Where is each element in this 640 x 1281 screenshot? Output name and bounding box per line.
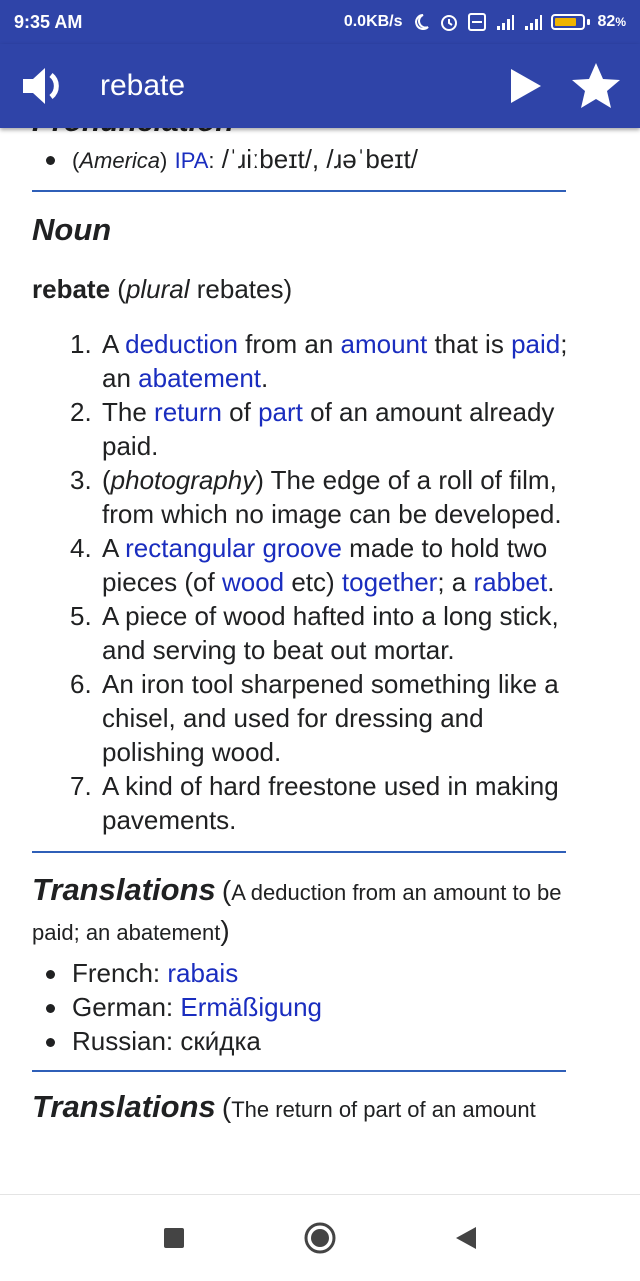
definition-item (70, 327, 640, 395)
translations-list (0, 956, 640, 1058)
translation-word: ски́дка (180, 1026, 261, 1056)
ipa-link[interactable]: IPA (174, 148, 209, 173)
status-icons (344, 12, 626, 32)
ipa-text: /ˈɹiːbeɪt/, /ɹəˈbeɪt/ (214, 144, 418, 174)
translations-title-2: Translations (32, 1089, 216, 1124)
definition-number: 4. (70, 533, 92, 563)
definition-link[interactable]: rectangular (125, 533, 256, 563)
definition-number: 6. (70, 669, 92, 699)
section-divider (32, 851, 566, 853)
signal-icon (523, 12, 543, 32)
definition-number: 2. (70, 397, 92, 427)
translation-word[interactable]: rabais (167, 958, 239, 988)
definition-text: made to hold two pieces (of (102, 533, 548, 597)
definition-item (70, 463, 640, 531)
definition-text: A kind of hard freestone used in making pavements. (102, 771, 559, 835)
definition-item (70, 599, 640, 667)
star-icon[interactable] (568, 58, 624, 114)
translation-item (72, 990, 640, 1024)
translation-item (72, 1024, 640, 1058)
translation-language: German: (72, 992, 174, 1022)
back-button[interactable] (441, 1213, 491, 1263)
definition-link[interactable]: wood (221, 567, 285, 597)
status-time: 9:35 AM (14, 11, 83, 32)
definition-number: 3. (70, 465, 92, 495)
definition-link[interactable]: abatement (138, 363, 262, 393)
headword: rebate (32, 274, 111, 304)
definition-item (70, 531, 640, 599)
definition-text: A (102, 533, 126, 563)
plural-form: rebates (196, 274, 284, 304)
scroll-area (0, 106, 640, 1129)
definition-number: 5. (70, 601, 92, 631)
square-icon (162, 1226, 186, 1250)
battery-icon (551, 14, 590, 30)
translations-title: Translations (32, 872, 216, 907)
definition-link[interactable]: amount (340, 329, 428, 359)
definition-link[interactable]: return (154, 397, 222, 427)
section-divider (32, 190, 566, 192)
definition-text: ; a (437, 567, 474, 597)
definition-number: 1. (70, 329, 92, 359)
definition-text: that is (427, 329, 512, 359)
definition-text: An iron tool sharpened something like a chisel, and used for dressing and polishing wood. (102, 669, 559, 767)
definition-text: . (547, 567, 555, 597)
definition-number: 7. (70, 771, 92, 801)
region-label: America (79, 148, 161, 173)
translations-gloss-2: The return of part of an amount (231, 1097, 536, 1122)
section-divider (32, 1070, 566, 1072)
definition-link[interactable]: part (258, 397, 303, 427)
home-button[interactable] (295, 1213, 345, 1263)
pronunciation-item: (America) IPA: /ˈɹiːbeɪt/, /ɹəˈbeɪt/ (72, 142, 640, 178)
definition-text: of (221, 397, 259, 427)
translations-gloss: A deduction from an amount to be paid; an abatement (32, 880, 562, 945)
translations-heading: Translations (A deduction from an amount to be paid; an abatement) (32, 872, 562, 946)
recents-button[interactable] (149, 1213, 199, 1263)
translation-language: Russian: (72, 1026, 174, 1056)
translation-word[interactable]: Ermäßigung (180, 992, 323, 1022)
definition-text: The (102, 397, 155, 427)
definition-item (70, 769, 640, 837)
pronunciation-list (0, 142, 640, 178)
back-triangle-icon (454, 1225, 478, 1251)
definition-text: ( (102, 465, 111, 495)
definition-link[interactable]: paid (511, 329, 561, 359)
definition-text: ) The edge of a roll of film, from which no image can be developed. (102, 465, 562, 529)
speaker-icon[interactable] (16, 58, 72, 114)
definition-link[interactable]: rabbet (473, 567, 548, 597)
do-not-disturb-icon (411, 12, 431, 32)
definition-text: etc) (284, 567, 342, 597)
volte-icon (467, 12, 487, 32)
definition-label: photography (110, 465, 256, 495)
home-circle-icon (303, 1221, 337, 1255)
headword-line: rebate (plural rebates) (32, 274, 293, 304)
translation-language: French: (72, 958, 161, 988)
definition-text: ; an (102, 329, 568, 393)
part-of-speech: Noun (32, 212, 112, 247)
definition-item (70, 667, 640, 769)
definition-text: . (261, 363, 269, 393)
app-title: rebate (100, 69, 186, 102)
definition-link[interactable]: deduction (125, 329, 238, 359)
translation-item (72, 956, 640, 990)
definition-text: of an amount already paid. (102, 397, 555, 461)
definition-item (70, 395, 640, 463)
definition-text: A (102, 329, 126, 359)
plural-label: plural (125, 274, 190, 304)
battery-percent: 82% (597, 13, 626, 30)
alarm-icon (439, 12, 459, 32)
definition-link[interactable]: together (341, 567, 438, 597)
signal-4g-icon (495, 12, 515, 32)
network-speed: 0.0KB/s (343, 13, 403, 30)
dictionary-content[interactable] (0, 128, 640, 1194)
translations-heading-2: Translations (The return of part of an amount (32, 1089, 536, 1124)
status-bar (0, 0, 640, 44)
definition-link[interactable]: groove (262, 533, 342, 563)
app-bar (0, 44, 640, 128)
definition-list (0, 327, 640, 837)
definition-text: from an (237, 329, 341, 359)
navigation-bar (0, 1194, 640, 1281)
definition-text: A piece of wood hafted into a long stick, and serving to beat out mortar. (102, 601, 559, 665)
play-icon[interactable] (498, 58, 554, 114)
